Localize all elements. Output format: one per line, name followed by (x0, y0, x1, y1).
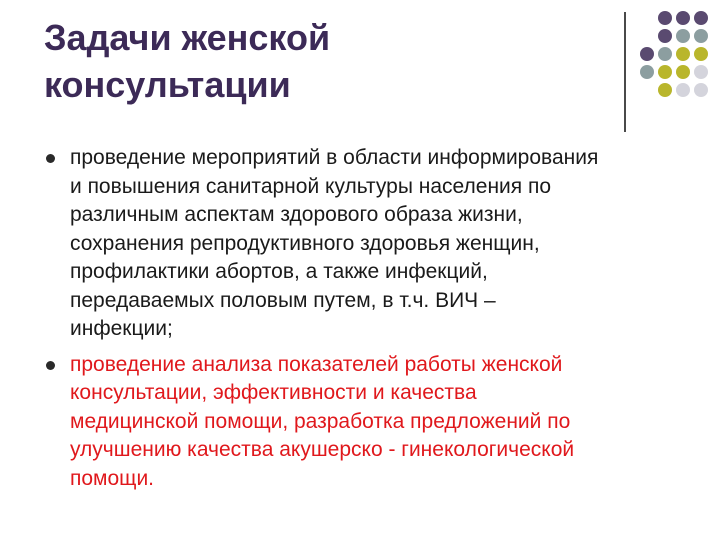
text-line: медицинской помощи, разработка предложений по (70, 409, 571, 433)
decorative-dot (676, 47, 690, 61)
text-line: проведение мероприятий в области информирования (70, 146, 599, 169)
text-line: различным аспектам здорового образа жизни, (70, 203, 523, 226)
text-line: передаваемых половым путем, в т.ч. ВИЧ – (70, 288, 496, 312)
decorative-dot (658, 47, 672, 61)
bullet-list (46, 144, 686, 500)
decorative-dot (640, 11, 654, 25)
decorative-dot (694, 29, 708, 43)
decorative-dot (640, 47, 654, 61)
decorative-dot (676, 83, 690, 97)
decorative-dot (658, 29, 672, 43)
text-line: улучшению качества акушерско - гинекологической (70, 438, 575, 461)
decorative-dot (640, 65, 654, 79)
decorative-dot (658, 83, 672, 97)
decorative-dot-grid (640, 11, 710, 99)
decorative-dot (658, 11, 672, 25)
decorative-dot (676, 29, 690, 43)
text-line: инфекции; (70, 317, 173, 340)
bullet-marker (46, 361, 55, 370)
text-line: проведение анализа показателей работы женской (70, 352, 563, 376)
bullet-item (46, 351, 686, 494)
text-line: консультации, эффективности и качества (70, 381, 477, 404)
bullet-marker (46, 154, 55, 163)
text-line: и повышения санитарной культуры населения по (70, 174, 552, 198)
decorative-dot (694, 47, 708, 61)
decorative-dot (694, 83, 708, 97)
decorative-dot (694, 11, 708, 25)
bullet-item (46, 144, 686, 344)
decorative-dot (694, 65, 708, 79)
bullet-text (70, 144, 686, 344)
decorative-dot (640, 83, 654, 97)
bullet-text (70, 351, 686, 494)
decorative-divider (624, 12, 626, 132)
decorative-dot (640, 29, 654, 43)
decorative-dot (658, 65, 672, 79)
slide-title-line: консультации (44, 64, 291, 105)
text-line: сохранения репродуктивного здоровья женщин, (70, 231, 540, 255)
slide-title (44, 14, 604, 108)
decorative-dot (676, 65, 690, 79)
text-line: профилактики абортов, а также инфекций, (70, 260, 488, 283)
text-line: помощи. (70, 466, 155, 490)
slide-title-line: Задачи женской (44, 17, 331, 58)
decorative-dot (676, 11, 690, 25)
